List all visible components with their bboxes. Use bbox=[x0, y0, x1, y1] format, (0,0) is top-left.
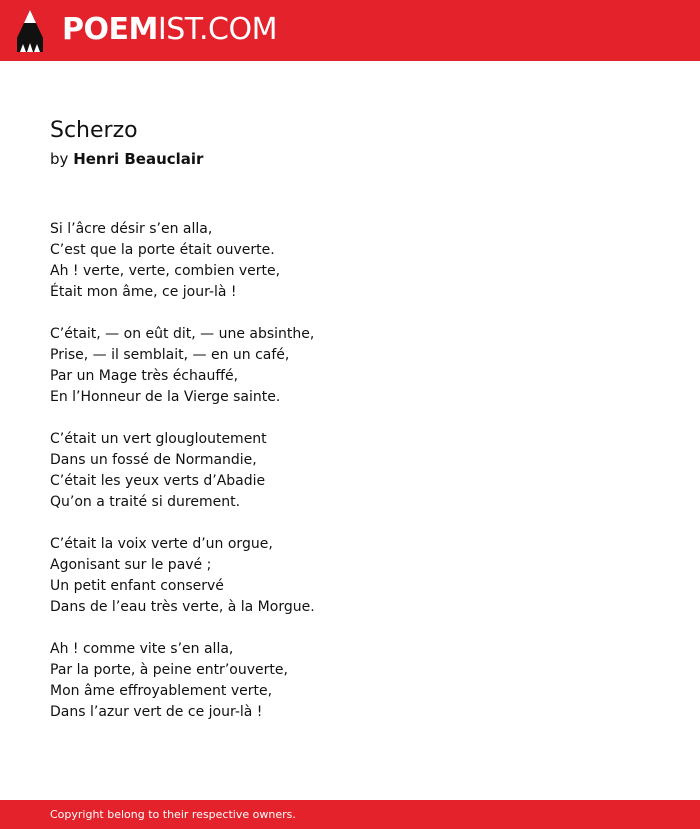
poem-line: Un petit enfant conservé bbox=[50, 578, 224, 594]
stanza bbox=[50, 639, 650, 723]
copyright-text: Copyright belong to their respective owners. bbox=[50, 808, 296, 821]
poem-line: Qu’on a traité si durement. bbox=[50, 494, 241, 510]
poem-body bbox=[50, 219, 650, 744]
site-footer bbox=[0, 800, 700, 829]
poem-line: Mon âme effroyablement verte, bbox=[50, 683, 273, 699]
poem-line: Prise, — il semblait, — en un café, bbox=[50, 347, 290, 363]
poem-line: Ah ! verte, verte, combien verte, bbox=[50, 263, 281, 279]
site-header bbox=[0, 0, 700, 61]
site-logo-link[interactable] bbox=[62, 11, 277, 49]
pencil-tip-icon[interactable] bbox=[17, 10, 43, 52]
poem-author: Henri Beauclair bbox=[73, 150, 204, 168]
logo-text-bold: POEM bbox=[62, 12, 158, 47]
poem-line: Si l’âcre désir s’en alla, bbox=[50, 221, 213, 237]
poem-byline bbox=[50, 149, 203, 169]
poem-line: Dans un fossé de Normandie, bbox=[50, 452, 257, 468]
poem-line: C’était, — on eût dit, — une absinthe, bbox=[50, 326, 315, 342]
poem-line: C’est que la porte était ouverte. bbox=[50, 242, 275, 258]
stanza bbox=[50, 429, 650, 513]
logo-text-light: IST.COM bbox=[157, 12, 277, 47]
poem-line: Agonisant sur le pavé ; bbox=[50, 557, 212, 573]
poem-line: En l’Honneur de la Vierge sainte. bbox=[50, 389, 281, 405]
poem-line: Par la porte, à peine entr’ouverte, bbox=[50, 662, 288, 678]
poem-title: Scherzo bbox=[50, 118, 138, 143]
poem-line: C’était la voix verte d’un orgue, bbox=[50, 536, 273, 552]
stanza bbox=[50, 324, 650, 408]
by-label: by bbox=[50, 150, 69, 168]
poem-line: C’était les yeux verts d’Abadie bbox=[50, 473, 266, 489]
poem-line: Dans l’azur vert de ce jour-là ! bbox=[50, 704, 263, 720]
poem-line: Par un Mage très échauffé, bbox=[50, 368, 239, 384]
poem-line: Ah ! comme vite s’en alla, bbox=[50, 641, 234, 657]
poem-line: C’était un vert glougloutement bbox=[50, 431, 267, 447]
stanza bbox=[50, 534, 650, 618]
stanza bbox=[50, 219, 650, 303]
poem-line: Était mon âme, ce jour-là ! bbox=[50, 284, 237, 300]
poem-line: Dans de l’eau très verte, à la Morgue. bbox=[50, 599, 315, 615]
